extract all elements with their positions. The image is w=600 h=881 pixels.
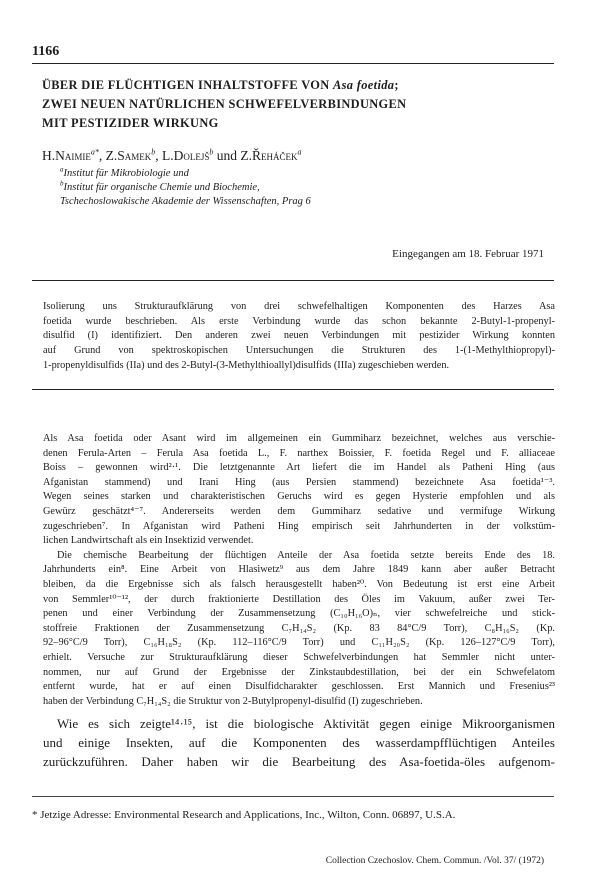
body-line: denen Ferula-Arten – Ferula Asa foetida L., F. narthex Boissier, F. foetida Regel und F. alliaceae — [43, 447, 555, 459]
body-line: haben der Verbindung C₇H₁₄S₂ die Struktur von 2-Butylpropenyl-disulfid (I) zugeschrieben. — [43, 695, 423, 707]
large-line: Wie es sich zeigte¹⁴·¹⁵, ist die biologische Aktivität gegen einige Mikroorganismen — [57, 716, 555, 731]
author-name: Z.Samek — [105, 148, 152, 163]
body-line: Boiss – gewonnen wird²·¹. Die letztgenannte Art liefert die im Handel als Patheni Hing (aus — [43, 462, 555, 474]
affiliation-text: Institut für Mikrobiologie und — [63, 168, 189, 179]
article-title — [42, 76, 552, 133]
affiliation-mark: b — [60, 179, 64, 188]
affiliation-line — [60, 181, 311, 195]
abstract — [43, 300, 555, 374]
body-line: nommen, nur auf Grund der Ergebnisse der Zinkstaubdestillation, bei der ein Schwefelatom — [43, 666, 555, 678]
footnote: * Jetzige Adresse: Environmental Research and Applications, Inc., Wilton, Conn. 06897, U.S.A. — [32, 809, 456, 821]
body-text-large — [43, 714, 555, 772]
author-affil-mark: a — [297, 147, 302, 157]
abstract-line: Isolierung uns Strukturaufklärung von drei schwefelhaltigen Komponenten des Harzes Asa — [43, 301, 555, 312]
affiliation-mark: a — [60, 165, 64, 174]
body-line: Als Asa foetida oder Asant wird im allgemeinen ein Gummiharz bezeichnet, welches aus verschie- — [43, 433, 555, 444]
body-line: Wegen seines starken und charakteristischen Geruchs wird es gegen Hysterie empfohlen und als — [43, 491, 555, 503]
body-line: zugeschrieben⁷. In Afganistan wird Patheni Hing empirisch seit Jahrhunderten in der volkstüm- — [43, 520, 555, 532]
body-line: entfernt wurde, hat er auf einen Disulfidcharakter geschlossen. Erst Mannich und Fresenius²³ — [43, 681, 555, 693]
abstract-line: foetida wurde beschrieben. Als erste Verbindung wurde das schon bekannte 2-Butyl-1-propenyl- — [43, 315, 555, 327]
author-affil-mark: b — [151, 147, 156, 157]
abstract-line: disulfid (I) identifiziert. Den anderen zwei neuen Verbindungen mit pestizider Wirkung konnten — [43, 330, 555, 342]
body-line: lichen Landwirtschaft als ein Insektizid verwendet. — [43, 535, 254, 547]
large-line: und einige Insekten, auf die Komponenten des wasserdampfflüchtigen Anteiles — [43, 735, 555, 751]
body-text — [43, 432, 555, 709]
title-line-3: MIT PESTIZIDER WIRKUNG — [42, 116, 219, 130]
abstract-line: 1-propenyldisulfids (IIa) und des 2-Butyl-(3-Methylthioallyl)disulfids (IIIa) zugeschieben werden. — [43, 359, 450, 371]
title-line-1-text: ÜBER DIE FLÜCHTIGEN INHALTSTOFFE VON — [42, 78, 330, 92]
abstract-rule-top — [32, 280, 554, 281]
title-punctuation: ; — [394, 78, 399, 92]
title-line-1 — [42, 76, 552, 95]
author-name: H.Naimie — [42, 148, 91, 163]
body-line: erhielt. Versuche zur Strukturaufklärung dieser Schwefelverbindungen hat Semmler nicht unter- — [43, 651, 555, 663]
authors-conjunction: und — [216, 148, 238, 163]
journal-footer: Collection Czechoslov. Chem. Commun. /Vol. 37/ (1972) — [325, 856, 544, 866]
body-line: Jahrhunderts ein⁸. Eine Arbeit von Hlasiwetz⁹ aus dem Jahre 1849 kann aber außer Betracht — [43, 564, 555, 576]
affiliation-line — [60, 195, 311, 209]
body-line: Gewürz geschätzt⁴⁻⁷. Andererseits werden dem Gummiharz sedative und vermifuge Wirkung — [43, 505, 555, 517]
affiliation-text: Tschechoslowakische Akademie der Wissenschaften, Prag 6 — [60, 196, 311, 207]
abstract-rule-bottom — [32, 389, 554, 390]
body-line: penen und einer Verbindung der Zusammensetzung (C₁₀H₁₆O)ₙ, vier schwefelreiche und stick- — [43, 608, 555, 620]
affiliations — [60, 167, 311, 209]
body-line: Die chemische Bearbeitung der flüchtigen Anteile der Asa foetida setzte bereits Ende des 18. — [57, 549, 555, 561]
body-line: von Semmler¹⁰⁻¹², der durch fraktionierte Destillation des Öles im Vakuum, außer zwei Ter- — [43, 593, 555, 605]
large-line: zurückzuführen. Daher haben wir die Bearbeitung des Asa-foetida-öles aufgenom- — [43, 754, 555, 770]
body-line: bleiben, da die Ergebnisse sich als falsch herausgestellt haben²⁰. Von Bedeutung ist erst eine Arbeit — [43, 578, 555, 590]
affiliation-text: Institut für organische Chemie und Biochemie, — [63, 182, 260, 193]
body-line: 92–96°C/9 Torr), C₁₆H₁₈S₂ (Kp. 112–116°C/9 Torr) und C₁₁H₂₀S₂ (Kp. 126–127°C/9 Torr), — [43, 637, 555, 649]
footnote-rule — [32, 796, 554, 797]
body-line: stoffreie Fraktionen der Zusammensetzung C₇H₁₄S₂ (Kp. 83 84°C/9 Torr), C₈H₁₆S₂ (Kp. — [43, 622, 555, 634]
received-date: Eingegangen am 18. Februar 1971 — [392, 248, 544, 260]
author-corresponding-mark: * — [94, 147, 99, 157]
author-list: H.Naimie$^{a*}$, Z.Samek$^b$, L.Dolejš$^b$ und Z.Řeháček$^a$ — [42, 147, 302, 163]
title-line-2: ZWEI NEUEN NATÜRLICHEN SCHWEFELVERBINDUNGEN — [42, 97, 407, 111]
header-rule — [32, 63, 554, 64]
author-affil-mark: b — [209, 147, 214, 157]
author-name: L.Dolejš — [162, 148, 210, 163]
body-line: Afganistan stammend) und Irani Hing (aus Persien stammend) bezeichnete Asa foetida¹⁻³. — [43, 476, 555, 488]
page-number: 1166 — [32, 44, 60, 59]
author-affil-mark: a — [90, 147, 95, 157]
author-name: Z.Řeháček — [240, 148, 298, 163]
abstract-line: auf Grund von spektroskopischen Untersuchungen die Strukturen des 1-(1-Methylthiopropyl)- — [43, 345, 555, 357]
affiliation-line — [60, 167, 311, 181]
title-species: Asa foetida — [333, 78, 395, 92]
